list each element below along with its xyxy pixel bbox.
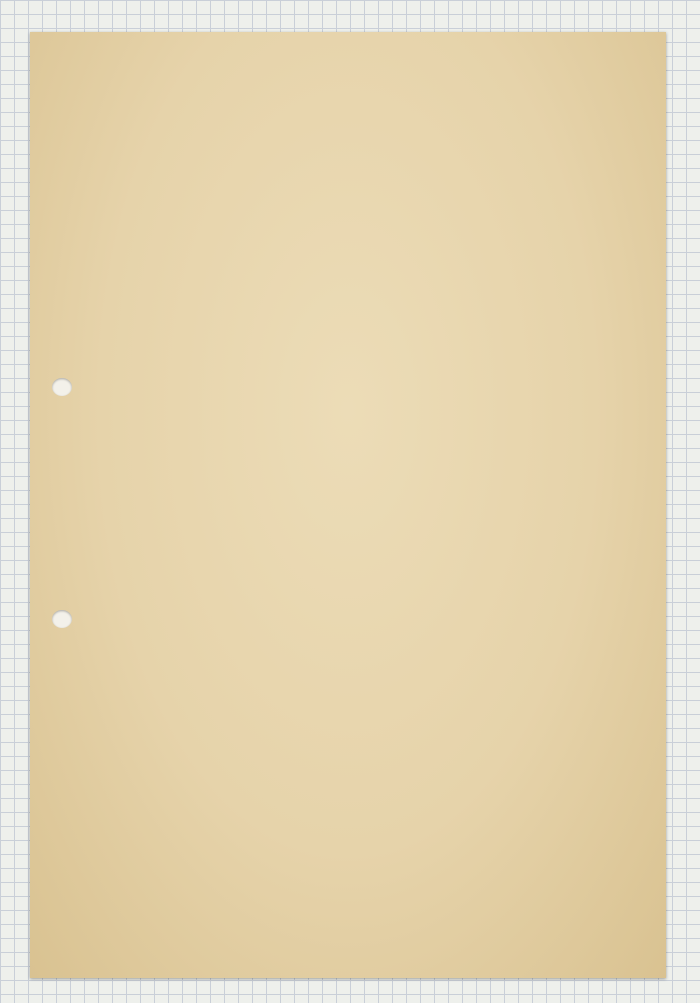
- typewritten-page: [30, 32, 666, 978]
- punch-hole: [52, 610, 72, 628]
- punch-hole: [52, 378, 72, 396]
- handwritten-note: [366, 57, 666, 67]
